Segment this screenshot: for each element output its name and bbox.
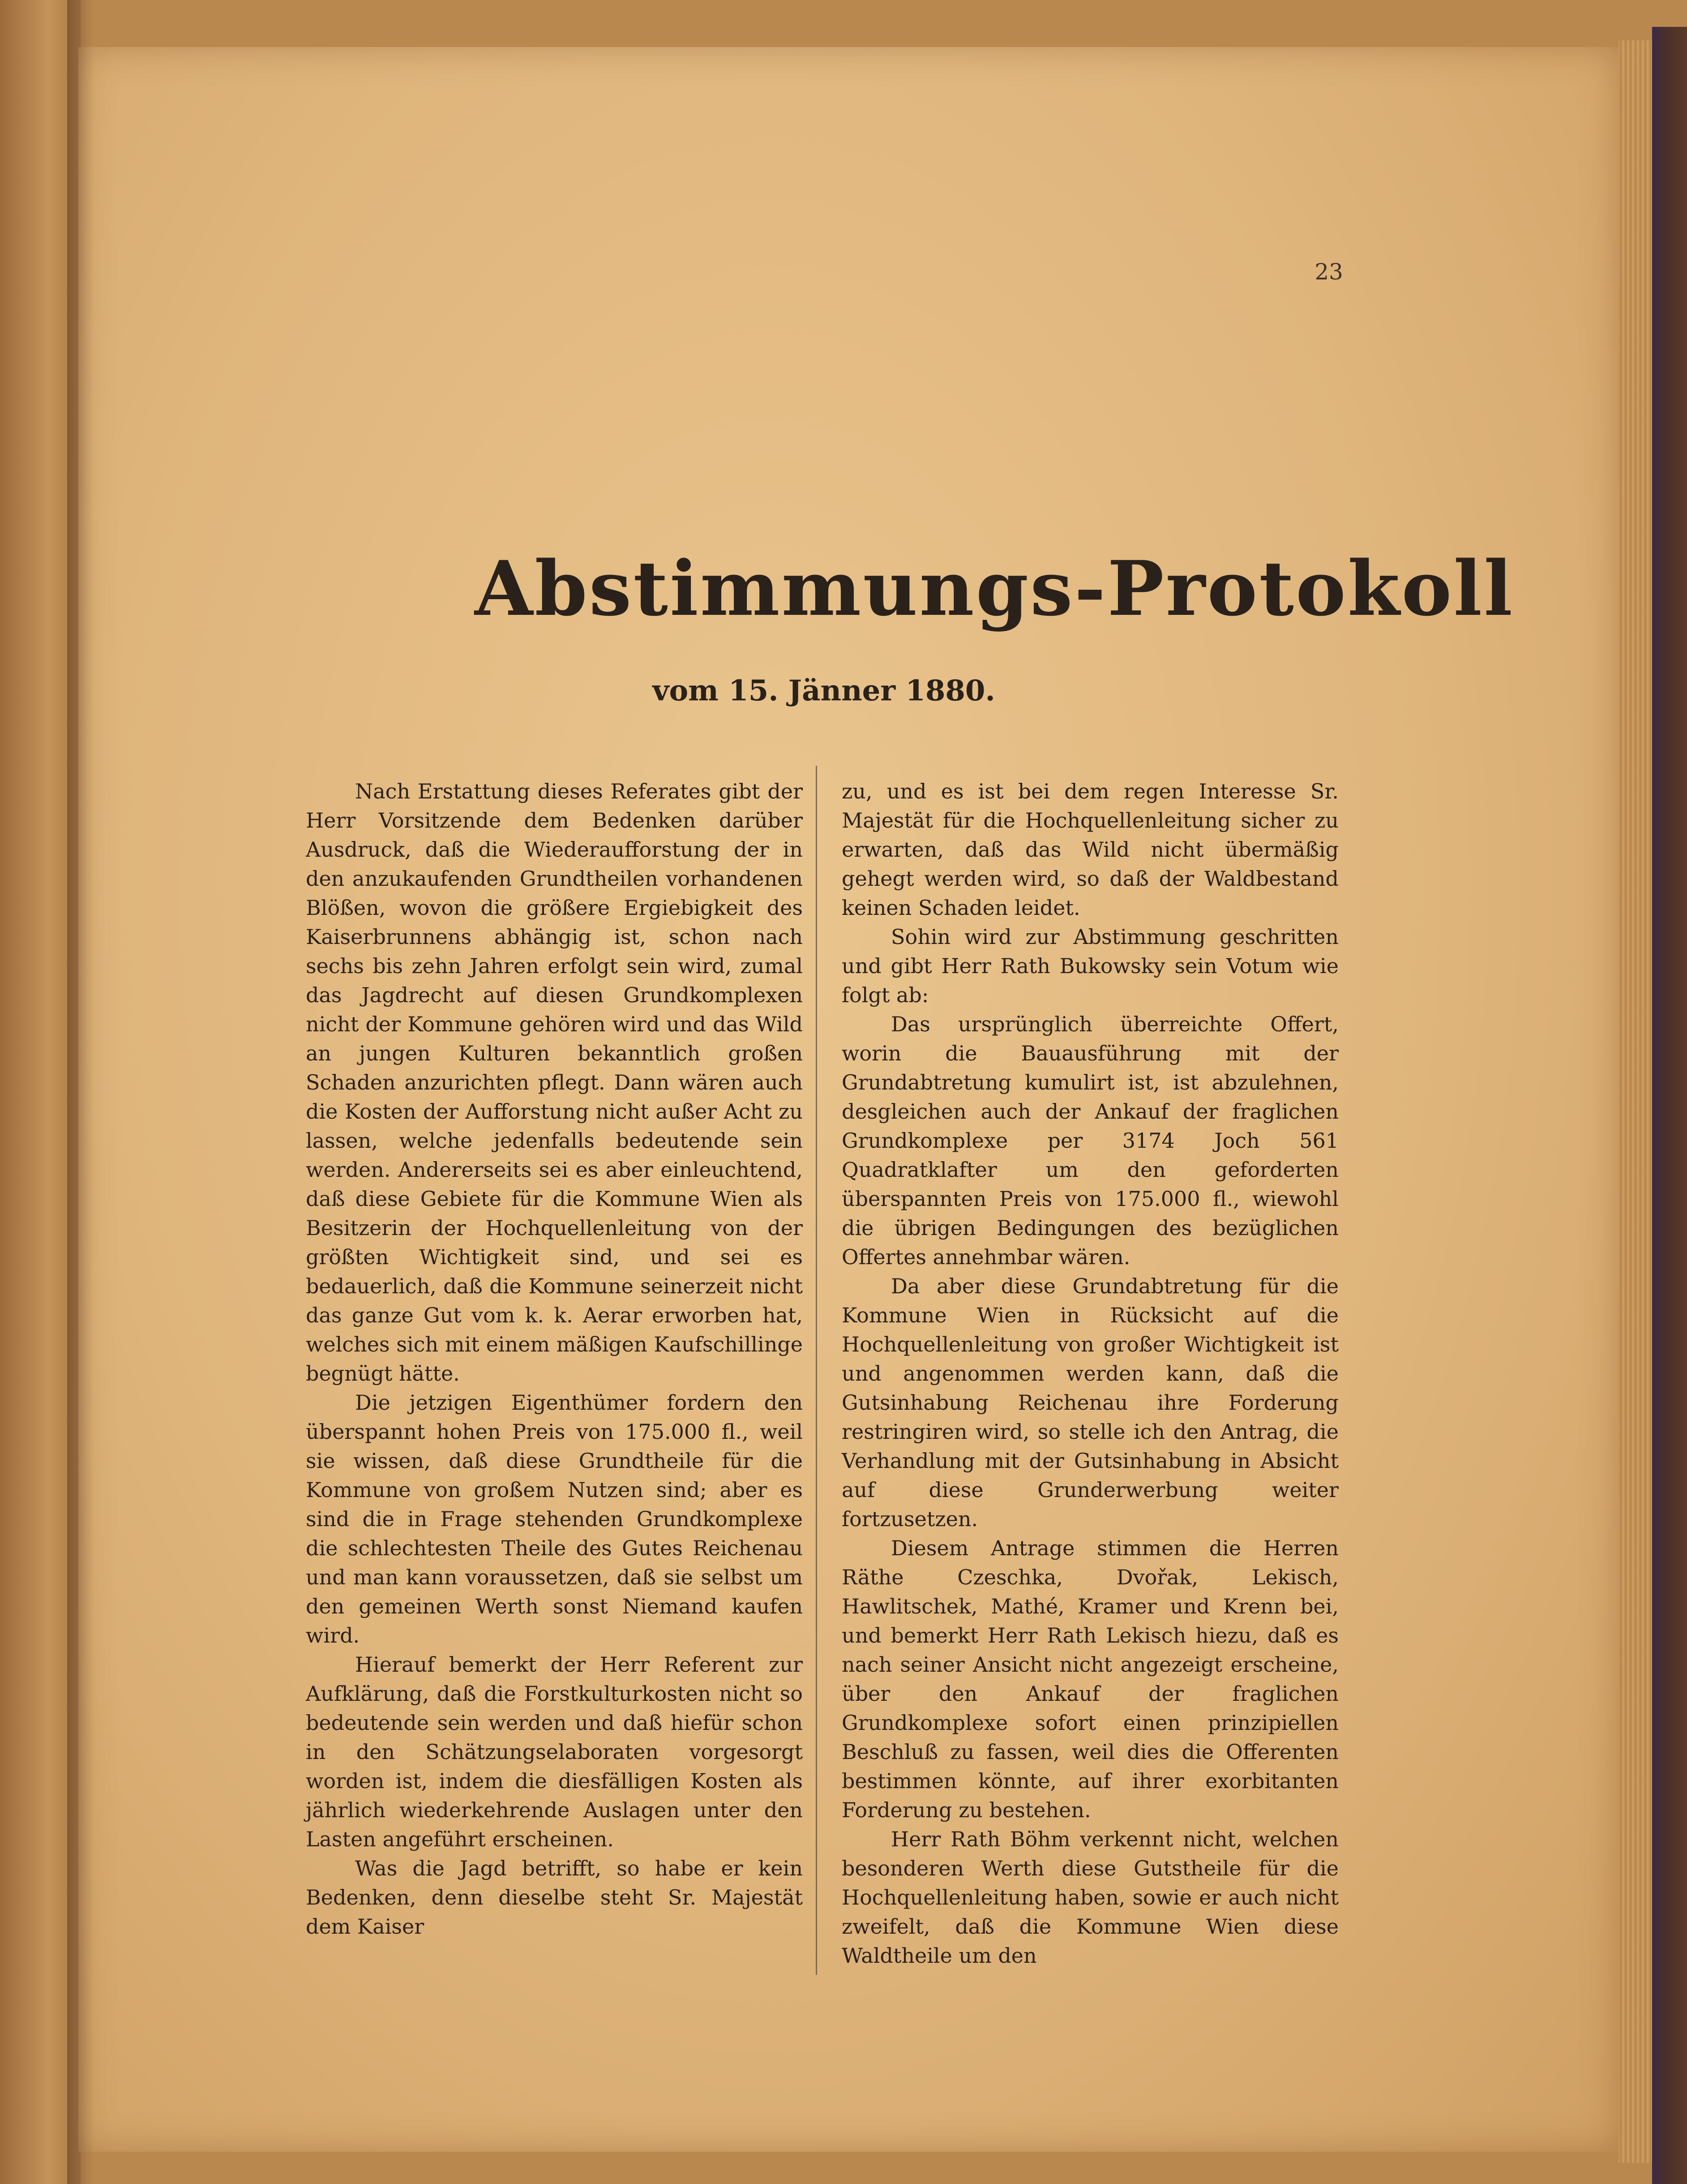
column-divider — [816, 766, 817, 1975]
paragraph: Das ursprünglich überreichte Offert, worin die Bauausführung mit der Grundabtretung kumulirt ist, ist abzulehnen, desgleichen auch der Ankauf der fraglichen Grundkomplexe per 3174 Joch 561 Quadratklafter um den geforderten überspannten Preis von 175.000 fl., wiewohl die übrigen Bedingungen des bezüglichen Offertes annehmbar wären. — [842, 1012, 1339, 1269]
page-number: 23 — [1314, 259, 1343, 285]
paragraph: Da aber diese Grundabtretung für die Kommune Wien in Rücksicht auf die Hochquellenleitung von großer Wichtigkeit ist und angenommen werden kann, daß die Gutsinhabung Reichenau ihre Forderung restringiren wird, so stelle ich den Antrag, die Verhandlung mit der Gutsinhabung in Absicht auf diese Grunderwerbung weiter fortzusetzen. — [842, 1274, 1339, 1531]
paragraph: Nach Erstattung dieses Referates gibt der Herr Vorsitzende dem Bedenken darüber Ausdruck, daß die Wiederaufforstung der in den anzukaufenden Grundtheilen vorhandenen Blößen, wovon die größere Ergiebigkeit des Kaiserbrunnens abhängig ist, schon nach sechs bis zehn Jahren erfolgt sein wird, zumal das Jagdrecht auf diesen Grundkomplexen nicht der Kommune gehören wird und das Wild an jungen Kulturen bekanntlich großen Schaden anzurichten pflegt. Dann wären auch die Kosten der Aufforstung nicht außer Acht zu lassen, welche jedenfalls bedeutende sein werden. Andererseits sei es aber einleuchtend, daß diese Gebiete für die Kommune Wien als Besitzerin der Hochquellenleitung von der größten Wichtigkeit sind, und sei es bedauerlich, daß die Kommune seinerzeit nicht das ganze Gut vom k. k. Aerar erworben hat, welches sich mit einem mäßigen Kaufschillinge begnügt hätte. — [306, 779, 803, 1386]
document-title: Abstimmungs-Protokoll — [475, 544, 1515, 633]
paragraph: Herr Rath Böhm verkennt nicht, welchen besonderen Werth diese Gutstheile für die Hochquellenleitung haben, sowie er auch nicht zweifelt, daß die Kommune Wien diese Waldtheile um den — [842, 1827, 1339, 1968]
paragraph: Was die Jagd betrifft, so habe er kein Bedenken, denn dieselbe steht Sr. Majestät dem Kaiser — [306, 1856, 803, 1939]
paragraph: Hierauf bemerkt der Herr Referent zur Aufklärung, daß die Forstkulturkosten nicht so bedeutende sein werden und daß hiefür schon in den Schätzungselaboraten vorgesorgt worden ist, indem die diesfälligen Kosten als jährlich wiederkehrende Auslagen unter den Lasten angeführt erscheinen. — [306, 1652, 803, 1851]
page-stack-edge — [1618, 40, 1654, 2163]
paragraph-continuation: zu, und es ist bei dem regen Interesse Sr. Majestät für die Hochquellenleitung sicher zu erwarten, daß das Wild nicht übermäßig gehegt werden wird, so daß der Waldbestand keinen Schaden leidet. — [842, 779, 1339, 920]
paragraph: Diesem Antrage stimmen die Herren Räthe Czeschka, Dvořak, Lekisch, Hawlitschek, Mathé, Kramer und Krenn bei, und bemerkt Herr Rath Lekisch hiezu, daß es nach seiner Ansicht nicht angezeigt erscheine, über den Ankauf der fraglichen Grundkomplexe sofort einen prinzipiellen Beschluß zu fassen, weil dies die Offerenten bestimmen könnte, auf ihrer exorbitanten Forderung zu bestehen. — [842, 1536, 1339, 1822]
right-column — [842, 777, 1339, 1970]
document-subtitle: vom 15. Jänner 1880. — [652, 674, 995, 708]
binding-gutter — [67, 0, 94, 2184]
paragraph: Die jetzigen Eigenthümer fordern den überspannt hohen Preis von 175.000 fl., weil sie wissen, daß diese Grundtheile für die Kommune von großem Nutzen sind; aber es sind die in Frage stehenden Grundkomplexe die schlechtesten Theile des Gutes Reichenau und man kann voraussetzen, daß sie selbst um den gemeinen Werth sonst Niemand kaufen wird. — [306, 1390, 803, 1648]
paragraph: Sohin wird zur Abstimmung geschritten und gibt Herr Rath Bukowsky sein Votum wie folgt ab: — [842, 925, 1339, 1007]
left-column — [306, 777, 803, 1941]
book-cover-edge — [1652, 27, 1687, 2184]
